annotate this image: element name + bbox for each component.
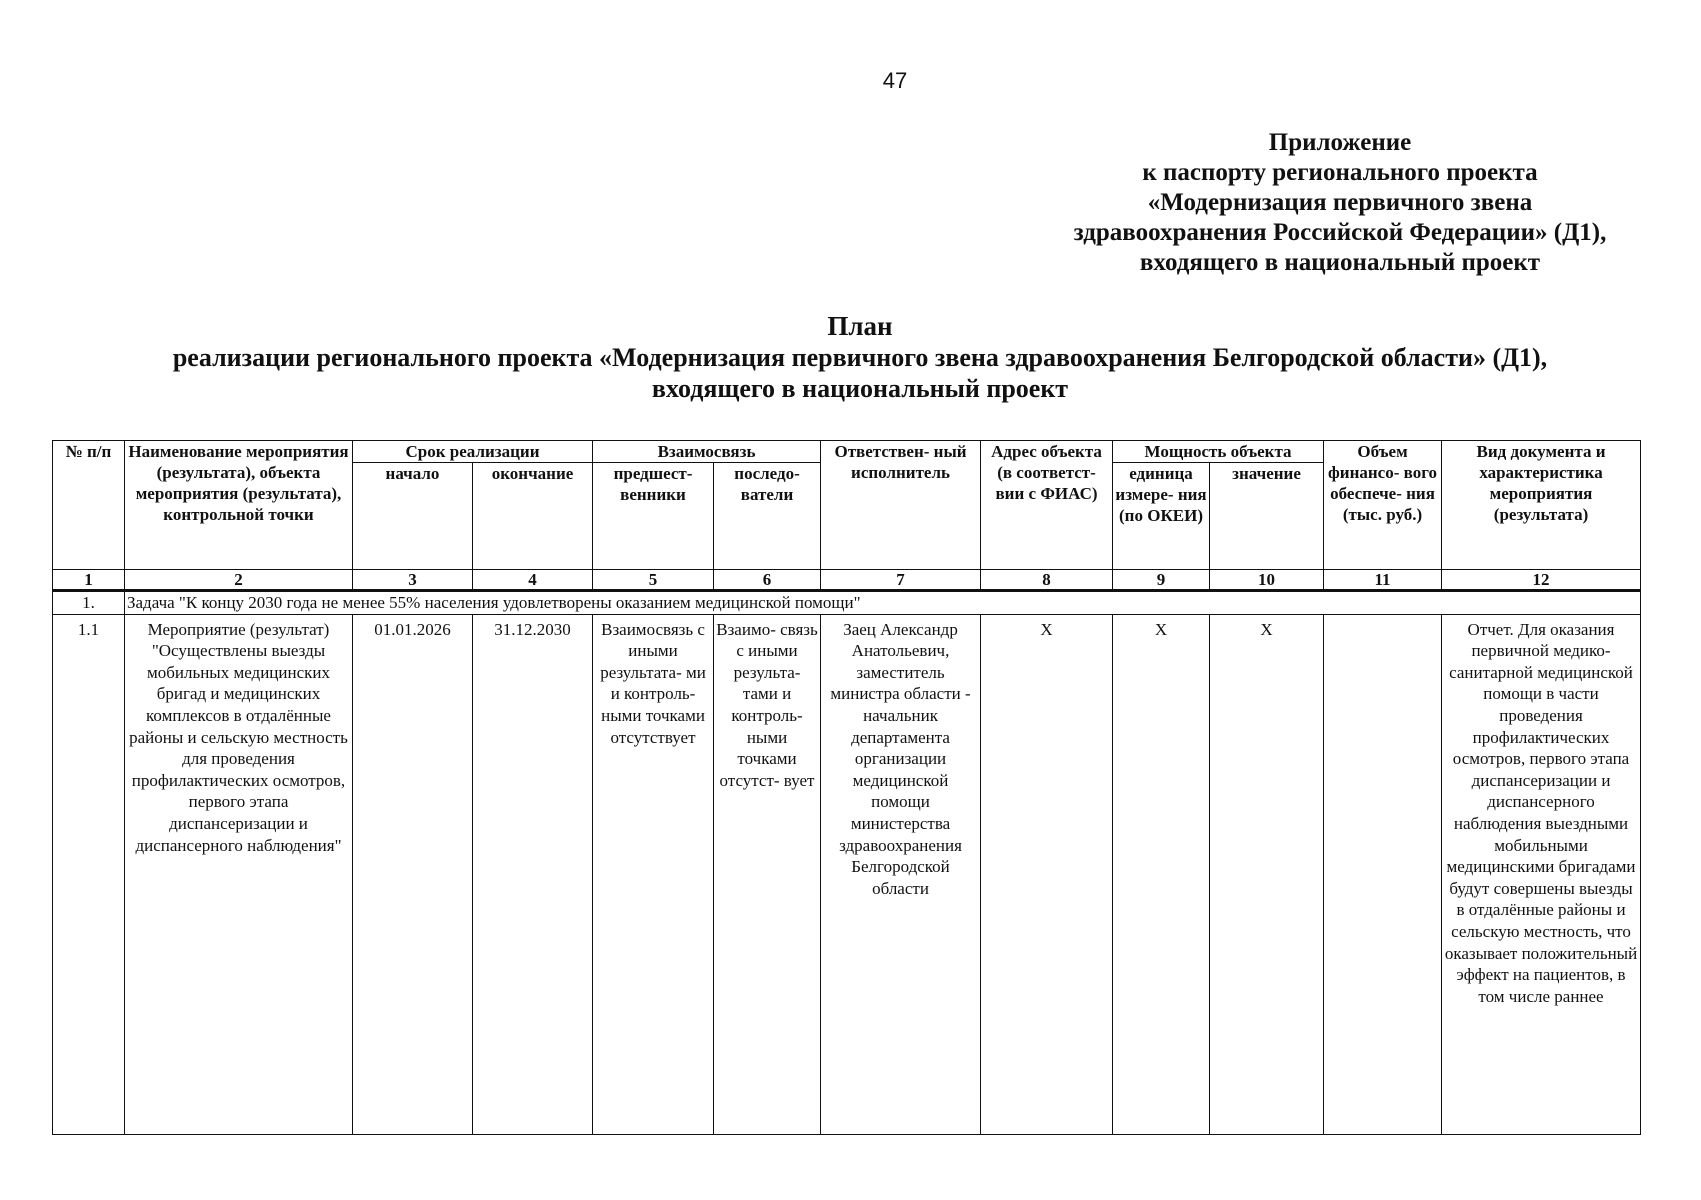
task-num: 1.: [53, 591, 125, 615]
plan-subtitle: реализации регионального проекта «Модернизация первичного звена здравоохранения Белгородской области» (Д1),: [172, 343, 1548, 372]
appendix-line: «Модернизация первичного звена: [1147, 189, 1533, 216]
column-number: 11: [1324, 570, 1442, 591]
appendix-line: здравоохранения Российской Федерации» (Д1),: [1073, 219, 1607, 246]
row-finance: [1324, 614, 1442, 1134]
header-term-start: начало: [353, 463, 473, 570]
header-capacity-value: значение: [1210, 463, 1324, 570]
row-start: 01.01.2026: [353, 614, 473, 1134]
header-capacity: Мощность объекта: [1113, 441, 1324, 463]
row-value: X: [1210, 614, 1324, 1134]
column-number: 9: [1113, 570, 1210, 591]
header-term: Срок реализации: [353, 441, 593, 463]
plan-table: [52, 440, 1641, 1135]
header-predecessors: предшест- венники: [593, 463, 714, 570]
column-number: 8: [981, 570, 1113, 591]
row-unit: X: [1113, 614, 1210, 1134]
column-number: 12: [1442, 570, 1641, 591]
plan-heading: [60, 311, 1660, 404]
column-number: 10: [1210, 570, 1324, 591]
row-successors: Взаимо- связь с иными результа- тами и контроль- ными точками отсутст- вует: [714, 614, 821, 1134]
task-row: [53, 591, 1641, 615]
row-end: 31.12.2030: [473, 614, 593, 1134]
header-row: [53, 441, 1641, 463]
header-responsible: Ответствен- ный исполнитель: [821, 441, 981, 570]
column-number: 3: [353, 570, 473, 591]
column-number: 7: [821, 570, 981, 591]
header-successors: последо- ватели: [714, 463, 821, 570]
row-num: 1.1: [53, 614, 125, 1134]
header-relation: Взаимосвязь: [593, 441, 821, 463]
column-number: 4: [473, 570, 593, 591]
header-capacity-unit: единица измере- ния (по ОКЕИ): [1113, 463, 1210, 570]
page-number: 47: [882, 68, 908, 93]
column-number: 2: [125, 570, 353, 591]
header-term-end: окончание: [473, 463, 593, 570]
appendix-block: [1000, 128, 1680, 278]
header-name: Наименование мероприятия (результата), объекта мероприятия (результата), контрольной точки: [125, 441, 353, 570]
table-row: [53, 614, 1641, 1134]
appendix-line: входящего в национальный проект: [1139, 249, 1541, 276]
header-finance: Объем финансо- вого обеспече- ния (тыс. руб.): [1324, 441, 1442, 570]
column-number: 5: [593, 570, 714, 591]
header-num: № п/п: [53, 441, 125, 570]
task-text: Задача "К концу 2030 года не менее 55% населения удовлетворены оказанием медицинской помощи": [125, 591, 1641, 615]
appendix-line: к паспорту регионального проекта: [1142, 159, 1538, 186]
plan-subtitle: входящего в национальный проект: [651, 374, 1069, 403]
column-number: 6: [714, 570, 821, 591]
row-responsible: Заец Александр Анатольевич, заместитель министра области - начальник департамента организации медицинской помощи министерства здравоохранения Белгородской области: [821, 614, 981, 1134]
appendix-line: Приложение: [1268, 129, 1412, 156]
plan-title: План: [827, 311, 893, 341]
row-document: Отчет. Для оказания первичной медико- санитарной медицинской помощи в части проведения профилактических осмотров, первого этапа диспансеризации и диспансерного наблюдения выездными мобильными медицинскими бригадами будут совершены выезды в отдалённые районы и сельскую местность, что оказывает положительный эффект на пациентов, в том числе раннее: [1442, 614, 1641, 1134]
column-number-row: [53, 570, 1641, 591]
row-predecessors: Взаимосвязь с иными результата- ми и контроль- ными точками отсутствует: [593, 614, 714, 1134]
header-address: Адрес объекта (в соответст- вии с ФИАС): [981, 441, 1113, 570]
row-address: X: [981, 614, 1113, 1134]
column-number: 1: [53, 570, 125, 591]
row-name: Мероприятие (результат) "Осуществлены выезды мобильных медицинских бригад и медицинских комплексов в отдалённые районы и сельскую местность для проведения профилактических осмотров, первого этапа диспансеризации и диспансерного наблюдения": [125, 614, 353, 1134]
header-document: Вид документа и характеристика мероприятия (результата): [1442, 441, 1641, 570]
